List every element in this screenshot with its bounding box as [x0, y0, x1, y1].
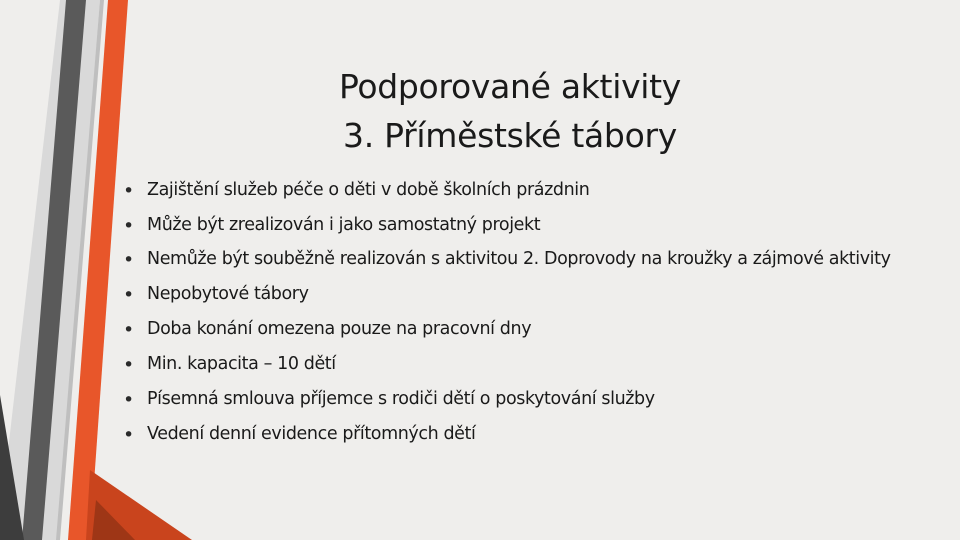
bullet-dot-icon: • [123, 249, 134, 271]
list-item [120, 282, 900, 307]
list-item-text: Doba konání omezena pouze na pracovní dny [147, 319, 532, 339]
bullet-dot-icon: • [123, 319, 134, 341]
list-item [120, 317, 900, 342]
bullet-dot-icon: • [123, 424, 134, 446]
bullet-dot-icon: • [123, 284, 134, 306]
list-item [120, 387, 900, 412]
bullet-dot-icon: • [123, 180, 134, 202]
title-line-2: 3. Příměstské tábory [343, 116, 677, 155]
list-item-text: Min. kapacita – 10 dětí [147, 354, 336, 374]
list-item-text: Může být zrealizován i jako samostatný projekt [147, 215, 541, 235]
list-item-text: Nemůže být souběžně realizován s aktivitou 2. Doprovody na kroužky a zájmové aktivity [147, 249, 891, 269]
list-item-text: Nepobytové tábory [147, 284, 309, 304]
bullet-dot-icon: • [123, 354, 134, 376]
bullet-dot-icon: • [123, 389, 134, 411]
list-item-text: Písemná smlouva příjemce s rodiči dětí o poskytování služby [147, 389, 655, 409]
list-item [120, 247, 900, 272]
list-item [120, 178, 900, 203]
list-item-text: Zajištění služeb péče o děti v době školních prázdnin [147, 180, 590, 200]
list-item [120, 213, 900, 238]
list-item-text: Vedení denní evidence přítomných dětí [147, 424, 476, 444]
bullet-list [120, 178, 900, 447]
list-item [120, 352, 900, 377]
list-item [120, 422, 900, 447]
bullet-dot-icon: • [123, 215, 134, 237]
slide-title [150, 62, 870, 160]
title-line-1: Podporované aktivity [338, 67, 682, 106]
